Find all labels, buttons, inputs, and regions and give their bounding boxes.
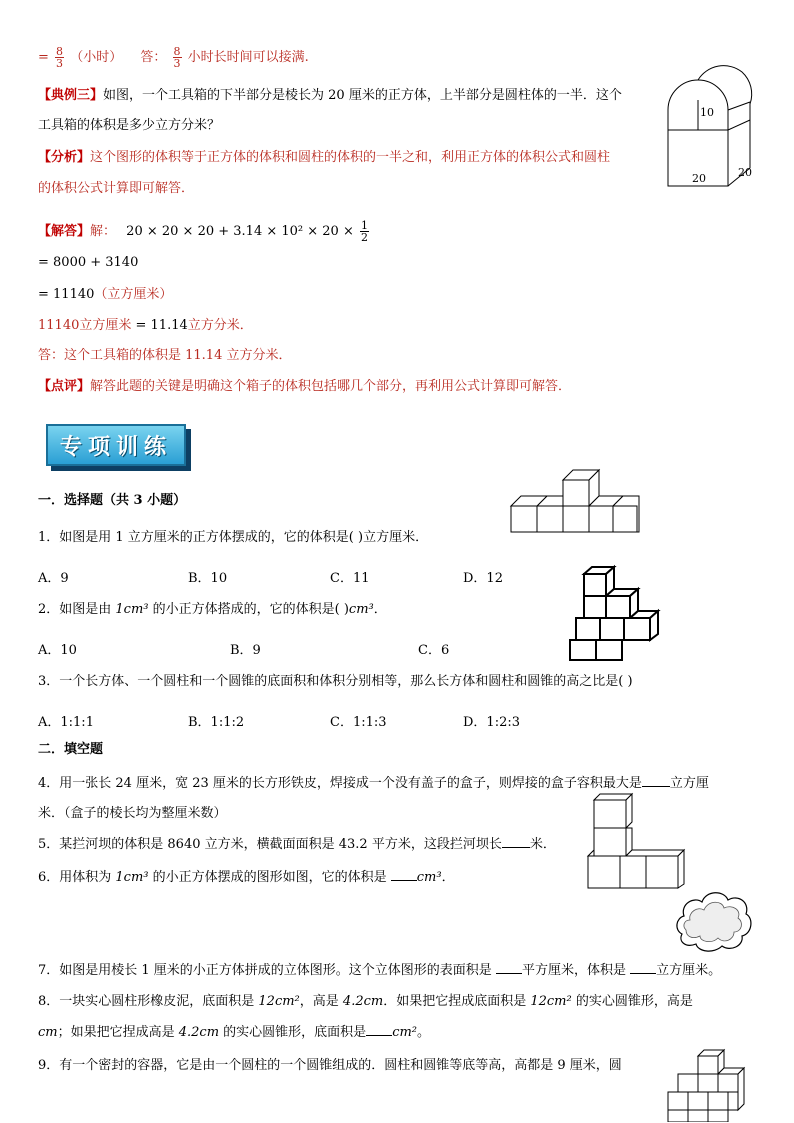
comment-tag: 【点评】 bbox=[38, 379, 91, 394]
q1-option-a[interactable]: A．9 bbox=[38, 571, 69, 586]
q6-blank[interactable] bbox=[391, 880, 417, 881]
q6-cube-figure bbox=[584, 790, 694, 894]
q4-blank[interactable] bbox=[642, 786, 670, 787]
example3-answer: 答：这个工具箱的体积是 11.14 立方分米． bbox=[38, 348, 292, 363]
q1-option-c[interactable]: C．11 bbox=[330, 571, 370, 586]
section1-title: 一．选择题（共 3 小题） bbox=[38, 493, 187, 508]
q1-option-b[interactable]: B．10 bbox=[188, 571, 228, 586]
q4-line1: 4．用一张长 24 厘米，宽 23 厘米的长方形铁皮，焊接成一个没有盖子的盒子，则焊接的盒子容积最大是 立方厘 bbox=[38, 776, 709, 791]
example3-question-line1: 【典例三】如图，一个工具箱的下半部分是棱长为 20 厘米的正方体，上半部分是圆柱体的一半．这个 bbox=[38, 88, 622, 103]
analysis-line1: 【分析】这个图形的体积等于正方体的体积和圆柱的体积的一半之和，利用正方体的体积公式和圆柱 bbox=[38, 150, 611, 165]
q5-blank[interactable] bbox=[502, 847, 530, 848]
unit-hours: （小时） bbox=[70, 50, 123, 65]
analysis-line2: 的体积公式计算即可解答． bbox=[38, 181, 195, 196]
conversion-line: 11140立方厘米 = 11.14立方分米． bbox=[38, 318, 253, 333]
toolbox-figure bbox=[660, 64, 756, 188]
answer-text: 小时长时间可以接满. bbox=[187, 50, 309, 65]
fraction-1-2: $\frac{1}{2}$ bbox=[361, 219, 368, 244]
q7-blank-volume[interactable] bbox=[630, 973, 656, 974]
q3-text: 3．一个长方体、一个圆柱和一个圆锥的底面积和体积分别相等，那么长方体和圆柱和圆锥的高之比是( ) bbox=[38, 674, 633, 689]
example3-question-line2: 工具箱的体积是多少立方分米？ bbox=[38, 118, 221, 133]
example3-tag: 【典例三】 bbox=[38, 88, 104, 103]
q9-cube-figure bbox=[664, 1046, 748, 1122]
fraction-8-3: $\frac{8}{3}$ bbox=[56, 45, 64, 70]
fraction-8-3-answer: $\frac{8}{3}$ bbox=[173, 45, 181, 70]
q3-option-b[interactable]: B．1:1:2 bbox=[188, 715, 245, 730]
q3-option-a[interactable]: A．1:1:1 bbox=[38, 715, 94, 730]
q1-cube-figure bbox=[507, 464, 647, 536]
equals-sign: = bbox=[38, 50, 49, 65]
solution-tag: 【解答】 bbox=[38, 224, 91, 239]
comment-line: 【点评】解答此题的关键是明确这个箱子的体积包括哪几个部分，再利用公式计算即可解答． bbox=[38, 379, 572, 394]
q7-line: 7．如图是用棱长 1 厘米的小正方体拼成的立体图形。这个立体图形的表面积是 平方厘米，体积是 立方厘米。 bbox=[38, 963, 722, 978]
q2-text: 2．如图是由 1cm³ 的小正方体搭成的，它的体积是( )cm³． bbox=[38, 602, 387, 617]
q5-line: 5．某拦河坝的体积是 8640 立方米，横截面面积是 43.2 平方米，这段拦河坝长 米． bbox=[38, 837, 556, 852]
solution-line: 【解答】解： 20 × 20 × 20 + 3.14 × 10² × 20 × $\frac{1}{2}$ bbox=[38, 219, 368, 244]
toolbox-side-label: 20 bbox=[738, 166, 752, 179]
q2-option-c[interactable]: C．6 bbox=[418, 643, 450, 658]
q3-option-d[interactable]: D．1:2:3 bbox=[463, 715, 520, 730]
q8-line1: 8．一块实心圆柱形橡皮泥，底面积是 12cm²，高是 4.2cm．如果把它捏成底面积是 12cm² 的实心圆锥形，高是 bbox=[38, 994, 693, 1009]
special-training-banner bbox=[42, 420, 194, 472]
q7-blank-area[interactable] bbox=[496, 973, 522, 974]
q2-option-a[interactable]: A．10 bbox=[38, 643, 77, 658]
q2-option-b[interactable]: B．9 bbox=[230, 643, 261, 658]
banner-title: 专项训练 bbox=[46, 424, 186, 466]
q6-line: 6．用体积为 1cm³ 的小正方体摆成的图形如图，它的体积是 cm³． bbox=[38, 870, 455, 885]
q4-line2: 米．（盒子的棱长均为整厘米数） bbox=[38, 806, 227, 821]
solution-step1: = 8000 + 3140 bbox=[38, 255, 139, 270]
q8-line2: cm；如果把它捏成高是 4.2cm 的实心圆锥形，底面积是 cm²。 bbox=[38, 1025, 431, 1040]
q2-cube-figure bbox=[566, 564, 666, 664]
q9-line: 9．有一个密封的容器，它是由一个圆柱的一个圆锥组成的．圆柱和圆锥等底等高，高都是 9 厘米，圆 bbox=[38, 1058, 622, 1073]
solution-expression: 20 × 20 × 20 + 3.14 × 10² × 20 × bbox=[126, 224, 354, 239]
toolbox-bottom-label: 20 bbox=[692, 172, 706, 185]
answer-label: 答： bbox=[140, 50, 167, 65]
section2-title: 二．填空题 bbox=[38, 742, 104, 757]
q1-option-d[interactable]: D．12 bbox=[463, 571, 503, 586]
q3-option-c[interactable]: C．1:1:3 bbox=[330, 715, 387, 730]
toolbox-radius-label: 10 bbox=[700, 106, 714, 119]
cloud-figure bbox=[672, 886, 754, 956]
solution-step2: = 11140（立方厘米） bbox=[38, 287, 173, 302]
q1-text: 1．如图是用 1 立方厘米的正方体摆成的，它的体积是( )立方厘米． bbox=[38, 530, 429, 545]
top-answer-line bbox=[38, 46, 309, 69]
q8-blank-area[interactable] bbox=[366, 1035, 392, 1036]
analysis-tag: 【分析】 bbox=[38, 150, 91, 165]
